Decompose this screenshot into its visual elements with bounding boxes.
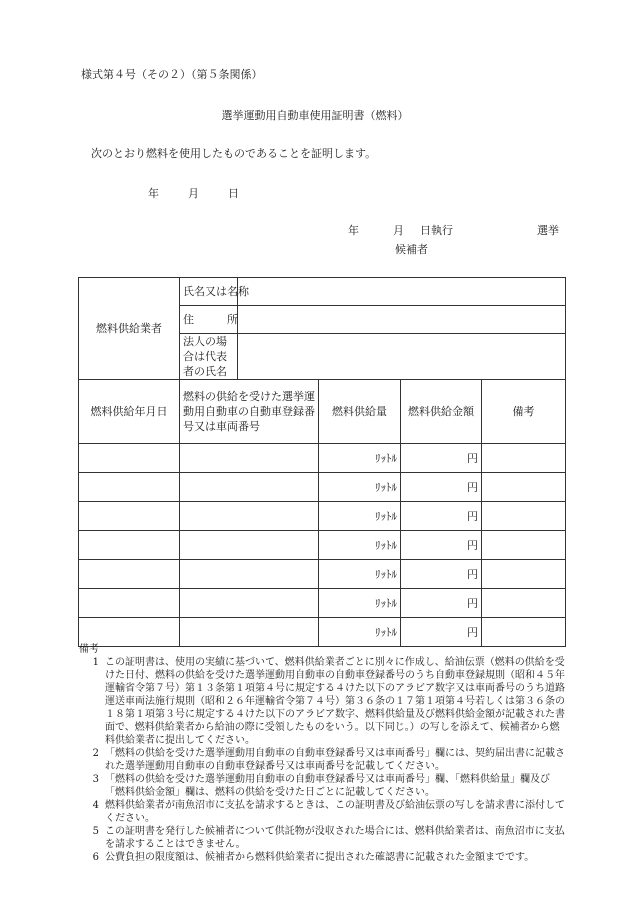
- note-item: [79, 773, 569, 799]
- note-number: 6: [92, 852, 99, 863]
- certification-statement: 次のとおり燃料を使用したものであることを証明します。: [91, 147, 377, 160]
- note-number: 2: [92, 748, 99, 759]
- supplier-name-field[interactable]: [238, 278, 566, 306]
- cell-amount[interactable]: [401, 560, 482, 589]
- unit-liter-label: ﾘｯﾄﾙ: [375, 451, 397, 465]
- note-text: この証明書は、使用の実績に基づいて、燃料供給業者ごとに別々に作成し、給油伝票（燃料の供給を受けた日付、燃料の供給を受けた選挙運動用自動車の自動車登録番号のうち自動車登録規則（昭和４５年運輸省令第７号）第１３条第１項第４号に規定する４けた以下のアラビア数字又は車両番号のうち道路運送車両法施行規則（昭和２６年運輸省令第７４号）第３６条の１７第１項第４号若しくは第３６条の１８第１項第３号に規定する４けた以下のアラビア数字、燃料供給量及び燃料供給金額が記載された書面で、燃料供給業者から給油の際に受領したものをいう。以下同じ。）の写しを添えて、候補者から燃料供給業者に提出してください。: [105, 657, 565, 746]
- note-item: [79, 747, 569, 773]
- table-row: [79, 560, 566, 589]
- document-title: 選挙運動用自動車使用証明書（燃料）: [221, 109, 409, 122]
- cell-vehicle[interactable]: [180, 560, 319, 589]
- cell-vehicle[interactable]: [180, 531, 319, 560]
- cell-amount[interactable]: [401, 502, 482, 531]
- cell-vehicle[interactable]: [180, 589, 319, 618]
- cell-remarks[interactable]: [482, 589, 566, 618]
- unit-liter-label: ﾘｯﾄﾙ: [375, 596, 397, 610]
- date-day-label: 日: [228, 187, 239, 200]
- cell-remarks[interactable]: [482, 560, 566, 589]
- note-item: [79, 825, 569, 851]
- note-item: [79, 656, 569, 747]
- note-text: この証明書を発行した候補者について供託物が没収された場合には、燃料供給業者は、南魚沼市に支払を請求することはできません。: [105, 826, 565, 850]
- unit-yen-label: 円: [467, 538, 478, 552]
- unit-yen-label: 円: [467, 509, 478, 523]
- candidate-label: 候補者: [395, 243, 428, 256]
- election-year-label: 年: [348, 224, 359, 237]
- notes-section: [79, 643, 569, 864]
- supplier-name-label: 氏名又は名称: [180, 278, 238, 306]
- cell-quantity[interactable]: [319, 444, 401, 473]
- unit-liter-label: ﾘｯﾄﾙ: [375, 480, 397, 494]
- supplier-representative-field[interactable]: [238, 334, 566, 380]
- cell-quantity[interactable]: [319, 560, 401, 589]
- table-row: [79, 502, 566, 531]
- cell-amount[interactable]: [401, 531, 482, 560]
- cell-amount[interactable]: [401, 473, 482, 502]
- table-row: [79, 444, 566, 473]
- unit-yen-label: 円: [467, 625, 478, 639]
- note-number: 3: [92, 774, 99, 785]
- header-amount: 燃料供給金額: [401, 380, 482, 444]
- note-number: 5: [92, 826, 99, 837]
- unit-yen-label: 円: [467, 567, 478, 581]
- cell-amount[interactable]: [401, 444, 482, 473]
- cell-remarks[interactable]: [482, 502, 566, 531]
- unit-yen-label: 円: [467, 451, 478, 465]
- unit-liter-label: ﾘｯﾄﾙ: [375, 509, 397, 523]
- note-text: 「燃料の供給を受けた選挙運動用自動車の自動車登録番号又は車両番号」欄、「燃料供給量」欄及び「燃料供給金額」欄は、燃料の供給を受けた日ごとに記載してください。: [105, 774, 550, 798]
- notes-heading: 備考: [79, 644, 99, 655]
- date-month-label: 月: [188, 187, 199, 200]
- election-month-label: 月: [393, 224, 404, 237]
- note-text: 「燃料の供給を受けた選挙運動用自動車の自動車登録番号又は車両番号」欄には、契約届出書に記載された選挙運動用自動車の自動車登録番号又は車両番号を記載してください。: [105, 748, 565, 772]
- unit-liter-label: ﾘｯﾄﾙ: [375, 567, 397, 581]
- cell-vehicle[interactable]: [180, 444, 319, 473]
- unit-liter-label: ﾘｯﾄﾙ: [375, 538, 397, 552]
- cell-remarks[interactable]: [482, 473, 566, 502]
- election-label: 選挙: [537, 224, 559, 237]
- certificate-table: [78, 277, 566, 647]
- supplier-address-field[interactable]: [238, 306, 566, 334]
- note-number: 1: [92, 657, 99, 668]
- election-held-label: 日執行: [420, 224, 453, 237]
- cell-date[interactable]: [79, 502, 180, 531]
- note-item: [79, 851, 569, 864]
- cell-vehicle[interactable]: [180, 502, 319, 531]
- cell-date[interactable]: [79, 473, 180, 502]
- supplier-group-label: 燃料供給業者: [79, 278, 180, 380]
- cell-date[interactable]: [79, 531, 180, 560]
- table-row: [79, 473, 566, 502]
- form-number: 様式第４号（その２）（第５条関係）: [81, 68, 263, 81]
- table-header-row: [79, 380, 566, 444]
- cell-quantity[interactable]: [319, 531, 401, 560]
- issue-date: [148, 185, 239, 201]
- supplier-representative-label: 法人の場合は代表者の氏名: [180, 334, 238, 380]
- cell-quantity[interactable]: [319, 473, 401, 502]
- election-line: [348, 222, 559, 238]
- cell-vehicle[interactable]: [180, 473, 319, 502]
- cell-date[interactable]: [79, 589, 180, 618]
- table-row: [79, 531, 566, 560]
- header-quantity: 燃料供給量: [319, 380, 401, 444]
- supplier-row-name: [79, 278, 566, 306]
- header-vehicle: 燃料の供給を受けた選挙運動用自動車の自動車登録番号又は車両番号: [180, 380, 319, 444]
- cell-amount[interactable]: [401, 589, 482, 618]
- table-row: [79, 589, 566, 618]
- unit-yen-label: 円: [467, 596, 478, 610]
- note-number: 4: [92, 800, 99, 811]
- unit-liter-label: ﾘｯﾄﾙ: [375, 625, 397, 639]
- cell-quantity[interactable]: [319, 589, 401, 618]
- cell-remarks[interactable]: [482, 531, 566, 560]
- supplier-address-label: 住 所: [180, 306, 238, 334]
- cell-quantity[interactable]: [319, 502, 401, 531]
- note-text: 燃料供給業者が南魚沼市に支払を請求するときは、この証明書及び給油伝票の写しを請求書に添付してください。: [105, 800, 565, 824]
- header-date: 燃料供給年月日: [79, 380, 180, 444]
- header-remarks: 備考: [482, 380, 566, 444]
- cell-date[interactable]: [79, 560, 180, 589]
- date-year-label: 年: [148, 187, 159, 200]
- note-text: 公費負担の限度額は、候補者から燃料供給業者に提出された確認書に記載された金額までです。: [105, 852, 535, 863]
- unit-yen-label: 円: [467, 480, 478, 494]
- cell-date[interactable]: [79, 444, 180, 473]
- cell-remarks[interactable]: [482, 444, 566, 473]
- note-item: [79, 799, 569, 825]
